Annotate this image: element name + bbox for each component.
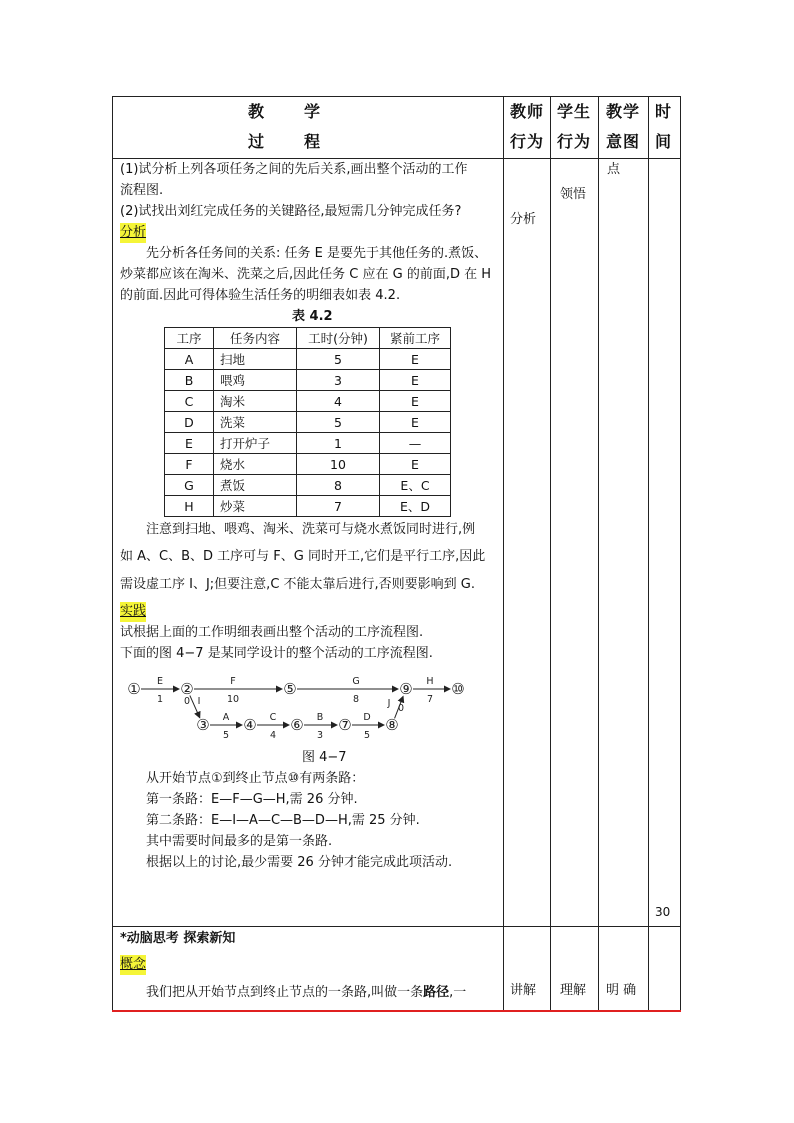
table-cell: E — [380, 391, 451, 412]
table-header-cell: 工时(分钟) — [297, 328, 380, 349]
analysis-tag: 分析 — [120, 223, 146, 243]
diagram-node: ④ — [243, 716, 257, 734]
edge-time-label: 4 — [269, 730, 277, 741]
question-1: (1)试分析上列各项任务之间的先后关系,画出整个活动的工作 — [120, 162, 468, 177]
student-action: 领悟 — [560, 187, 587, 202]
page-edge-line — [112, 1010, 681, 1012]
edge-time-label: 0 — [397, 703, 405, 714]
table-cell: E — [165, 433, 214, 454]
path-max: 其中需要时间最多的是第一条路. — [146, 834, 333, 849]
table-cell: 烧水 — [214, 454, 297, 475]
diagram-node: ⑧ — [385, 716, 399, 734]
practice-text: 试根据上面的工作明细表画出整个活动的工序流程图. — [120, 625, 424, 640]
header-process-char: 教 — [248, 102, 266, 121]
concept-text — [146, 983, 466, 1003]
teacher-action: 分析 — [510, 212, 537, 227]
header-process-char: 过 — [248, 132, 266, 151]
table-row — [165, 349, 451, 370]
edge-task-label: F — [230, 676, 236, 687]
table-title: 表 4.2 — [292, 309, 333, 324]
column-divider — [598, 96, 599, 1011]
edge-task-label: H — [426, 676, 434, 687]
table-cell: F — [165, 454, 214, 475]
diagram-node: ③ — [196, 716, 210, 734]
edge-task-label: E — [156, 676, 164, 687]
table-cell: E、C — [380, 475, 451, 496]
edge-task-label: J — [387, 698, 391, 709]
table-cell: 煮饭 — [214, 475, 297, 496]
path-intro: 从开始节点①到终止节点⑩有两条路： — [146, 771, 365, 786]
table-cell: — — [380, 433, 451, 454]
table-cell: E、D — [380, 496, 451, 517]
diagram-nodes — [127, 680, 465, 734]
analysis-text: 炒菜都应该在淘米、洗菜之后,因此任务 C 应在 G 的前面,D 在 H — [120, 267, 491, 282]
concept-term: 路径 — [423, 985, 450, 1000]
note-text: 注意到扫地、喂鸡、淘米、洗菜可与烧水煮饭同时进行,例 — [146, 522, 476, 537]
concept-text-part: 我们把从开始节点到终止节点的一条路,叫做一条 — [146, 985, 424, 1000]
diagram-node: ⑤ — [283, 680, 297, 698]
table-cell: 洗菜 — [214, 412, 297, 433]
diagram-node: ⑦ — [338, 716, 352, 734]
table-cell: A — [165, 349, 214, 370]
conclusion: 根据以上的讨论,最少需要 26 分钟才能完成此项活动. — [146, 855, 453, 870]
header-student-action: 行为 — [557, 132, 592, 151]
time-minutes: 30 — [655, 905, 671, 919]
table-row — [165, 391, 451, 412]
row-divider — [112, 158, 681, 159]
path-2: 第二条路：E—I—A—C—B—D—H,需 25 分钟. — [146, 813, 420, 828]
teaching-intent: 明 确 — [606, 983, 637, 998]
column-divider — [550, 96, 551, 1011]
edge-time-label: 0 — [183, 696, 191, 707]
edge-task-label: D — [363, 712, 371, 723]
task-detail-table — [164, 327, 451, 517]
edge-task-label: G — [352, 676, 360, 687]
table-header-row — [165, 328, 451, 349]
table-cell: 打开炉子 — [214, 433, 297, 454]
process-flow-diagram — [120, 672, 480, 744]
row-divider — [112, 926, 681, 927]
header-time: 间 — [655, 132, 673, 151]
header-process-char: 学 — [304, 102, 322, 121]
table-cell: 4 — [297, 391, 380, 412]
practice-text: 下面的图 4−7 是某同学设计的整个活动的工序流程图. — [120, 646, 433, 661]
table-row — [165, 370, 451, 391]
table-cell: E — [380, 412, 451, 433]
header-time: 时 — [655, 102, 673, 121]
analysis-text: 的前面.因此可得体验生活任务的明细表如表 4.2. — [120, 288, 401, 303]
edge-time-label: 10 — [226, 694, 240, 705]
diagram-node: ① — [127, 680, 141, 698]
teaching-intent: 点 — [607, 162, 621, 177]
table-cell: 8 — [297, 475, 380, 496]
header-process-char: 程 — [304, 132, 322, 151]
table-row — [165, 433, 451, 454]
diagram-node: ⑥ — [290, 716, 304, 734]
table-cell: 1 — [297, 433, 380, 454]
table-cell: E — [380, 349, 451, 370]
table-cell: 5 — [297, 412, 380, 433]
table-cell: 扫地 — [214, 349, 297, 370]
note-text: 需设虚工序 I、J;但要注意,C 不能太靠后进行,否则要影响到 G. — [120, 577, 475, 592]
table-cell: E — [380, 454, 451, 475]
header-student-action: 学生 — [557, 102, 592, 121]
practice-tag: 实践 — [120, 602, 146, 622]
edge-time-label: 3 — [316, 730, 324, 741]
header-teaching-intent: 意图 — [606, 132, 641, 151]
table-row — [165, 454, 451, 475]
concept-text-part: ,一 — [449, 985, 467, 1000]
student-action: 理解 — [560, 983, 587, 998]
column-divider — [648, 96, 649, 1011]
table-cell: 7 — [297, 496, 380, 517]
figure-caption: 图 4−7 — [302, 750, 347, 765]
header-teacher-action: 教师 — [510, 102, 545, 121]
edge-time-label: 7 — [426, 694, 434, 705]
diagram-node: ⑩ — [451, 680, 465, 698]
table-cell: G — [165, 475, 214, 496]
question-1: 流程图. — [120, 183, 164, 198]
edge-time-label: 1 — [156, 694, 164, 705]
table-cell: 5 — [297, 349, 380, 370]
header-teaching-intent: 教学 — [606, 102, 641, 121]
diagram-node: ⑨ — [399, 680, 413, 698]
edge-time-label: 5 — [363, 730, 371, 741]
edge-task-label: I — [197, 696, 201, 707]
table-cell: 10 — [297, 454, 380, 475]
table-row — [165, 496, 451, 517]
table-row — [165, 475, 451, 496]
table-row — [165, 412, 451, 433]
teacher-action: 讲解 — [510, 983, 537, 998]
edge-task-label: A — [222, 712, 230, 723]
concept-tag: 概念 — [120, 955, 146, 975]
table-cell: 炒菜 — [214, 496, 297, 517]
table-cell: D — [165, 412, 214, 433]
header-teacher-action: 行为 — [510, 132, 545, 151]
table-cell: 3 — [297, 370, 380, 391]
table-header-cell: 紧前工序 — [380, 328, 451, 349]
question-2: (2)试找出刘红完成任务的关键路径,最短需几分钟完成任务? — [120, 204, 462, 219]
section-title: *动脑思考 探索新知 — [120, 931, 236, 946]
table-cell: E — [380, 370, 451, 391]
edge-time-label: 5 — [222, 730, 230, 741]
table-cell: 喂鸡 — [214, 370, 297, 391]
edge-task-label: B — [316, 712, 324, 723]
table-cell: C — [165, 391, 214, 412]
table-cell: 淘米 — [214, 391, 297, 412]
table-cell: B — [165, 370, 214, 391]
edge-time-label: 8 — [352, 694, 360, 705]
table-cell: H — [165, 496, 214, 517]
note-text: 如 A、C、B、D 工序可与 F、G 同时开工,它们是平行工序,因此 — [120, 549, 486, 564]
analysis-text: 先分析各任务间的关系: 任务 E 是要先于其他任务的.煮饭、 — [146, 246, 488, 261]
edge-task-label: C — [269, 712, 277, 723]
table-header-cell: 任务内容 — [214, 328, 297, 349]
table-header-cell: 工序 — [165, 328, 214, 349]
column-divider — [503, 96, 504, 1011]
path-1: 第一条路：E—F—G—H,需 26 分钟. — [146, 792, 358, 807]
diagram-node: ② — [180, 680, 194, 698]
